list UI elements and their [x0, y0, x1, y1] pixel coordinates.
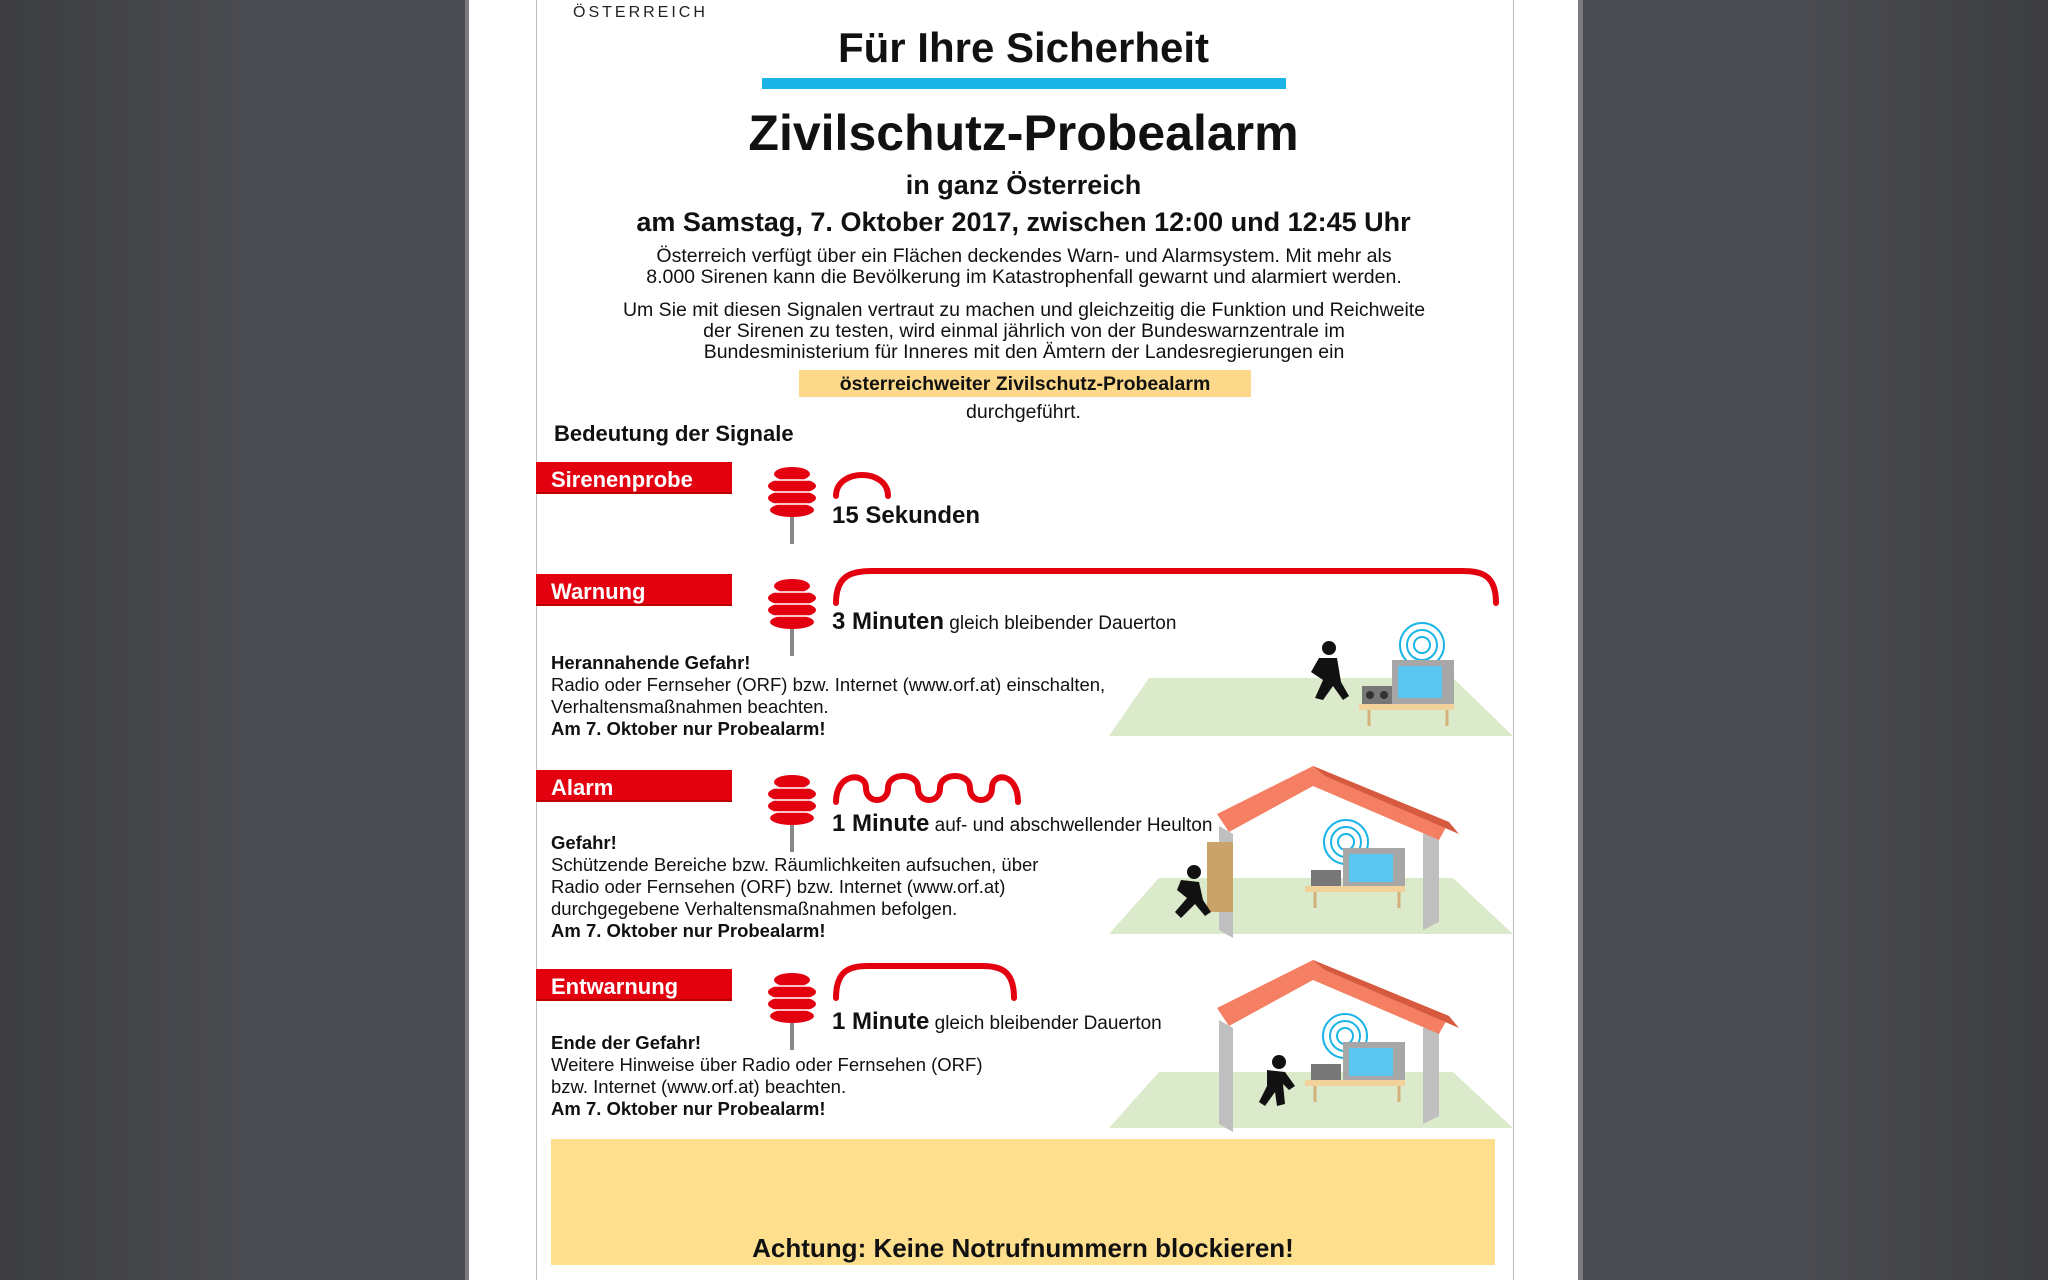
description-heading: Gefahr! — [551, 832, 617, 853]
footer-warning: Achtung: Keine Notrufnummern blockieren! — [752, 1233, 1294, 1263]
duration-value: 3 Minuten — [832, 608, 944, 635]
intro-line: der Sirenen zu testen, wird einmal jährlich von der Bundeswarnzentrale im — [703, 320, 1345, 342]
description-line: bzw. Internet (www.orf.at) beachten. — [551, 1076, 847, 1097]
signal-description — [551, 832, 1038, 942]
signal-duration — [832, 502, 980, 530]
subtitle-date: am Samstag, 7. Oktober 2017, zwischen 12:00 und 12:45 Uhr — [636, 207, 1411, 237]
duration-note: gleich bleibender Dauerton — [934, 1013, 1162, 1034]
duration-value: 15 Sekunden — [832, 502, 981, 529]
signals-heading: Bedeutung der Signale — [554, 421, 794, 446]
duration-value: 1 Minute — [832, 1008, 930, 1035]
signal-label-alarm: Alarm — [536, 770, 732, 802]
top-heading: Für Ihre Sicherheit — [837, 24, 1210, 71]
description-line: Schützende Bereiche bzw. Räumlichkeiten aufsuchen, über — [551, 854, 1039, 875]
description-line: durchgegebene Verhaltensmaßnahmen befolgen. — [551, 898, 958, 919]
description-line: Verhaltensmaßnahmen beachten. — [551, 696, 829, 717]
description-line: Weitere Hinweise über Radio oder Fernsehen (ORF) — [551, 1054, 983, 1075]
signal-label-sirenenprobe: Sirenenprobe — [536, 462, 732, 494]
signal-label-warnung: Warnung — [536, 574, 732, 606]
logo-text: ÖSTERREICH — [573, 4, 708, 21]
illustration-house-safe — [1119, 956, 1519, 1136]
description-line: Radio oder Fernseher (ORF) bzw. Internet (www.orf.at) einschalten, — [551, 674, 1106, 695]
description-line: Radio oder Fernsehen (ORF) bzw. Internet (www.orf.at) — [551, 876, 1006, 897]
signal-wave-oscillating — [832, 764, 1022, 808]
signal-description — [551, 1032, 983, 1120]
siren-icon — [765, 578, 819, 658]
intro-paragraph-2 — [564, 300, 1484, 363]
page-title: Zivilschutz-Probealarm — [748, 105, 1299, 161]
description-note: Am 7. Oktober nur Probealarm! — [551, 1098, 826, 1119]
signal-wave-short — [832, 458, 892, 498]
duration-note: gleich bleibender Dauerton — [949, 613, 1177, 634]
intro-paragraph-1 — [564, 246, 1484, 288]
description-heading: Ende der Gefahr! — [551, 1032, 702, 1053]
signal-description — [551, 652, 1105, 740]
intro-line: Bundesministerium für Inneres mit den Ämtern der Landesregierungen ein — [703, 341, 1345, 363]
intro-line: Österreich verfügt über ein Flächen deckendes Warn- und Alarmsystem. Mit mehr als — [656, 245, 1392, 267]
intro-line: Um Sie mit diesen Signalen vertraut zu machen und gleichzeitig die Funktion und Reichweite — [622, 299, 1426, 321]
siren-icon — [765, 466, 819, 546]
description-note: Am 7. Oktober nur Probealarm! — [551, 718, 826, 739]
intro-line: 8.000 Sirenen kann die Bevölkerung im Katastrophenfall gewarnt und alarmiert werden. — [646, 266, 1402, 288]
signal-wave-long — [832, 565, 1502, 605]
description-note: Am 7. Oktober nur Probealarm! — [551, 920, 826, 941]
illustration-radio-tv — [1119, 620, 1519, 740]
duration-value: 1 Minute — [832, 810, 930, 837]
heading-underline — [762, 78, 1286, 89]
illustration-house-shelter — [1119, 762, 1519, 942]
description-heading: Herannahende Gefahr! — [551, 652, 751, 673]
subtitle-region: in ganz Österreich — [905, 170, 1142, 200]
duration-note: auf- und abschwellender Heulton — [934, 815, 1213, 836]
document-page — [469, 0, 1578, 1280]
signal-label-entwarnung: Entwarnung — [536, 969, 732, 1001]
signal-wave-medium — [832, 960, 1022, 1000]
highlight-text: österreichweiter Zivilschutz-Probealarm — [839, 373, 1211, 395]
done-text: durchgeführt. — [966, 401, 1081, 423]
